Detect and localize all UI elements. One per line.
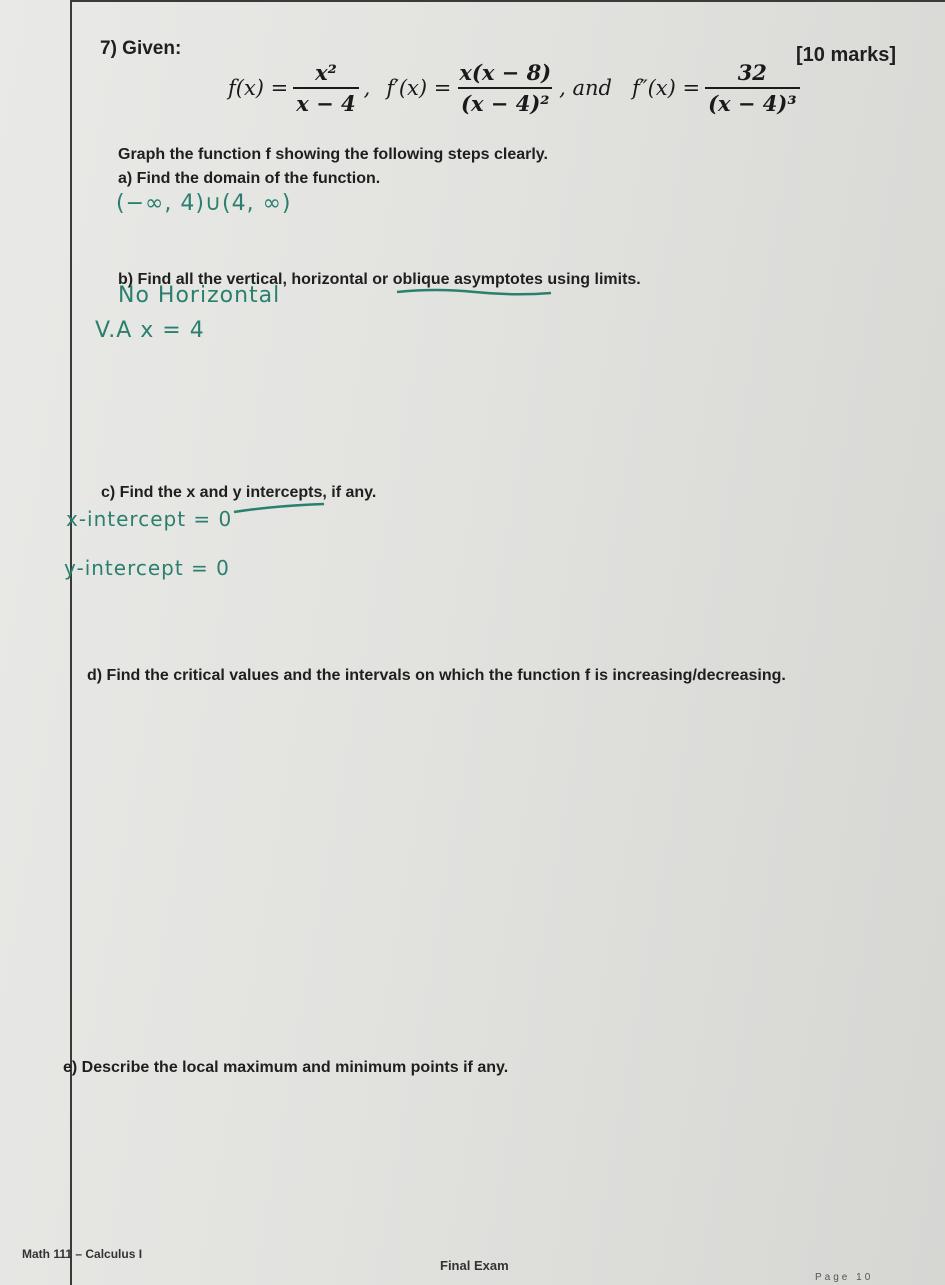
underline-path-c [234, 504, 324, 512]
page-border-left [70, 0, 72, 1285]
fprime-fraction [456, 60, 554, 116]
underline-stroke [395, 286, 555, 298]
part-b-handwritten-line1: No Horizontal [118, 283, 281, 308]
part-d-prompt: d) Find the critical values and the intervals on which the function f is increasing/decreasing. [87, 667, 786, 684]
fprime-denominator: (x − 4)² [458, 87, 552, 116]
underline-path [397, 290, 551, 294]
f-lhs: f(x) = [228, 76, 289, 100]
fdoubleprime-denominator: (x − 4)³ [705, 87, 799, 116]
given-functions [228, 60, 803, 116]
footer-page: Page 10 [815, 1272, 874, 1283]
fprime-lhs: f′(x) = [386, 76, 452, 100]
separator-and: , and [559, 76, 612, 100]
separator-comma: , [363, 76, 371, 100]
underline-stroke-c [232, 502, 327, 516]
question-marks: [10 marks] [796, 44, 897, 66]
f-denominator: x − 4 [293, 87, 358, 116]
f-numerator: x² [315, 60, 337, 85]
footer-exam: Final Exam [440, 1258, 509, 1273]
part-b-handwritten-line2: V.A x = 4 [95, 318, 205, 343]
fdoubleprime-numerator: 32 [737, 60, 767, 85]
f-fraction [293, 60, 358, 116]
part-c-prompt: c) Find the x and y intercepts, if any. [101, 484, 377, 501]
question-number: 7) Given: [100, 38, 182, 59]
fdoubleprime-lhs: f″(x) = [631, 76, 701, 100]
fprime-numerator: x(x − 8) [459, 60, 552, 85]
part-c-handwritten-line2: y-intercept = 0 [64, 556, 230, 580]
part-c-handwritten-line1: x-intercept = 0 [66, 507, 233, 531]
page-border-top [70, 0, 945, 2]
fdoubleprime-fraction [705, 60, 799, 116]
part-b-prompt: b) Find all the vertical, horizontal or oblique asymptotes using limits. [118, 271, 641, 288]
part-a-prompt: a) Find the domain of the function. [118, 170, 381, 187]
instruction-text: Graph the function f showing the following steps clearly. [118, 146, 548, 163]
footer-course: Math 111 – Calculus I [22, 1247, 143, 1261]
part-e-prompt: e) Describe the local maximum and minimum points if any. [63, 1059, 509, 1076]
part-a-handwritten-answer: (−∞, 4)∪(4, ∞) [116, 191, 292, 216]
